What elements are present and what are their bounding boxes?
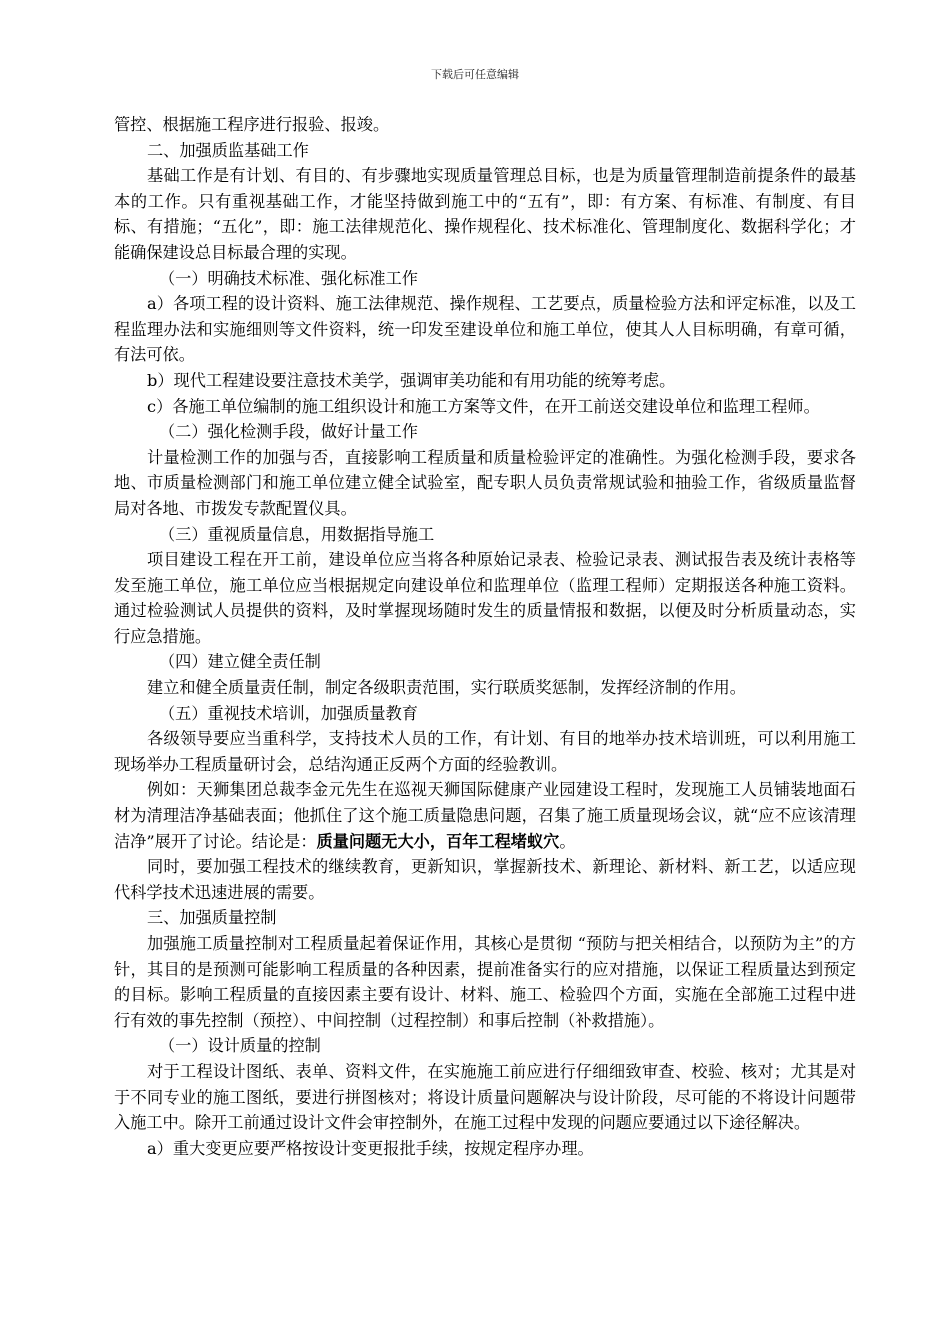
- paragraph: a）重大变更应要严格按设计变更报批手续，按规定程序办理。: [147, 1138, 594, 1158]
- example-text: 例如：天狮集团总裁李金元先生在巡视天狮国际健康产业园建设工程时，发现施工人员铺装地面石材为清理洁净基础表面；他抓住了这个施工质量隐患问题，召集了施工质量现场会议，就“应不应该清理洁净”展开了讨论。结论是：: [114, 780, 856, 851]
- subsection-heading: （五）重视技术培训，加强质量教育: [159, 703, 418, 723]
- subsection-heading: （一）明确技术标准、强化标准工作: [159, 268, 418, 288]
- document-body: [114, 112, 856, 1161]
- page-header: 下载后可任意编辑: [431, 68, 519, 81]
- paragraph: 对于工程设计图纸、表单、资料文件，在实施施工前应进行仔细细致审查、校验、核对；尤其是对于不同专业的施工图纸，要进行拼图核对；将设计质量问题解决与设计阶段，尽可能的不将设计问题带入施工中。除开工前通过设计文件会审控制外，在施工过程中发现的问题应要通过以下途径解决。: [114, 1061, 856, 1133]
- paragraph: 项目建设工程在开工前，建设单位应当将各种原始记录表、检验记录表、测试报告表及统计表格等发至施工单位，施工单位应当根据规定向建设单位和监理单位（监理工程师）定期报送各种施工资料。通过检验测试人员提供的资料，及时掌握现场随时发生的质量情报和数据，以便及时分析质量动态，实行应急措施。: [114, 550, 856, 646]
- paragraph: b）现代工程建设要注意技术美学，强调审美功能和有用功能的统筹考虑。: [147, 370, 676, 390]
- section-heading: 二、加强质监基础工作: [147, 140, 309, 160]
- subsection-heading: （一）设计质量的控制: [159, 1036, 321, 1056]
- subsection-heading: （四）建立健全责任制: [159, 652, 321, 672]
- subsection-heading: （三）重视质量信息，用数据指导施工: [159, 524, 435, 544]
- example-tail: 。: [559, 831, 576, 851]
- paragraph: 同时，要加强工程技术的继续教育，更新知识，掌握新技术、新理论、新材料、新工艺，以适应现代科学技术迅速进展的需要。: [114, 857, 856, 902]
- paragraph: 基础工作是有计划、有目的、有步骤地实现质量管理总目标，也是为质量管理制造前提条件的最基本的工作。只有重视基础工作，才能坚持做到施工中的“五有”，即：有方案、有标准、有制度、有目标、有措施；“五化”，即：施工法律规范化、操作规程化、技术标准化、管理制度化、数据科学化；才能确保建设总目标最合理的实现。: [114, 166, 856, 262]
- paragraph: c）各施工单位编制的施工组织设计和施工方案等文件，在开工前送交建设单位和监理工程师。: [147, 396, 820, 416]
- paragraph: 加强施工质量控制对工程质量起着保证作用，其核心是贯彻 “预防与把关相结合，以预防为主”的方针，其目的是预测可能影响工程质量的各种因素，提前准备实行的应对措施，以保证工程质量达到预定的目标。影响工程质量的直接因素主要有设计、材料、施工、检验四个方面，实施在全部施工过程中进行有效的事先控制（预控）、中间控制（过程控制）和事后控制（补救措施）。: [114, 934, 856, 1030]
- paragraph: 建立和健全质量责任制，制定各级职责范围，实行联质奖惩制，发挥经济制的作用。: [147, 678, 746, 698]
- paragraph-example: [114, 777, 856, 854]
- paragraph: 各级领导要应当重科学，支持技术人员的工作，有计划、有目的地举办技术培训班，可以利用施工现场举办工程质量研讨会，总结沟通正反两个方面的经验教训。: [114, 729, 856, 774]
- example-conclusion: 质量问题无大小，百年工程堵蚁穴: [316, 831, 560, 851]
- section-heading: 三、加强质量控制: [147, 908, 277, 928]
- paragraph: 管控、根据施工程序进行报验、报竣。: [114, 115, 390, 134]
- paragraph: a）各项工程的设计资料、施工法律规范、操作规程、工艺要点，质量检验方法和评定标准，以及工程监理办法和实施细则等文件资料，统一印发至建设单位和施工单位，使其人人目标明确，有章可循，有法可依。: [114, 294, 856, 365]
- paragraph: 计量检测工作的加强与否，直接影响工程质量和质量检验评定的准确性。为强化检测手段，要求各地、市质量检测部门和施工单位建立健全试验室，配专职人员负责常规试验和抽验工作，省级质量监督局对各地、市拨发专款配置仪具。: [114, 447, 856, 518]
- subsection-heading: （二）强化检测手段，做好计量工作: [159, 422, 418, 442]
